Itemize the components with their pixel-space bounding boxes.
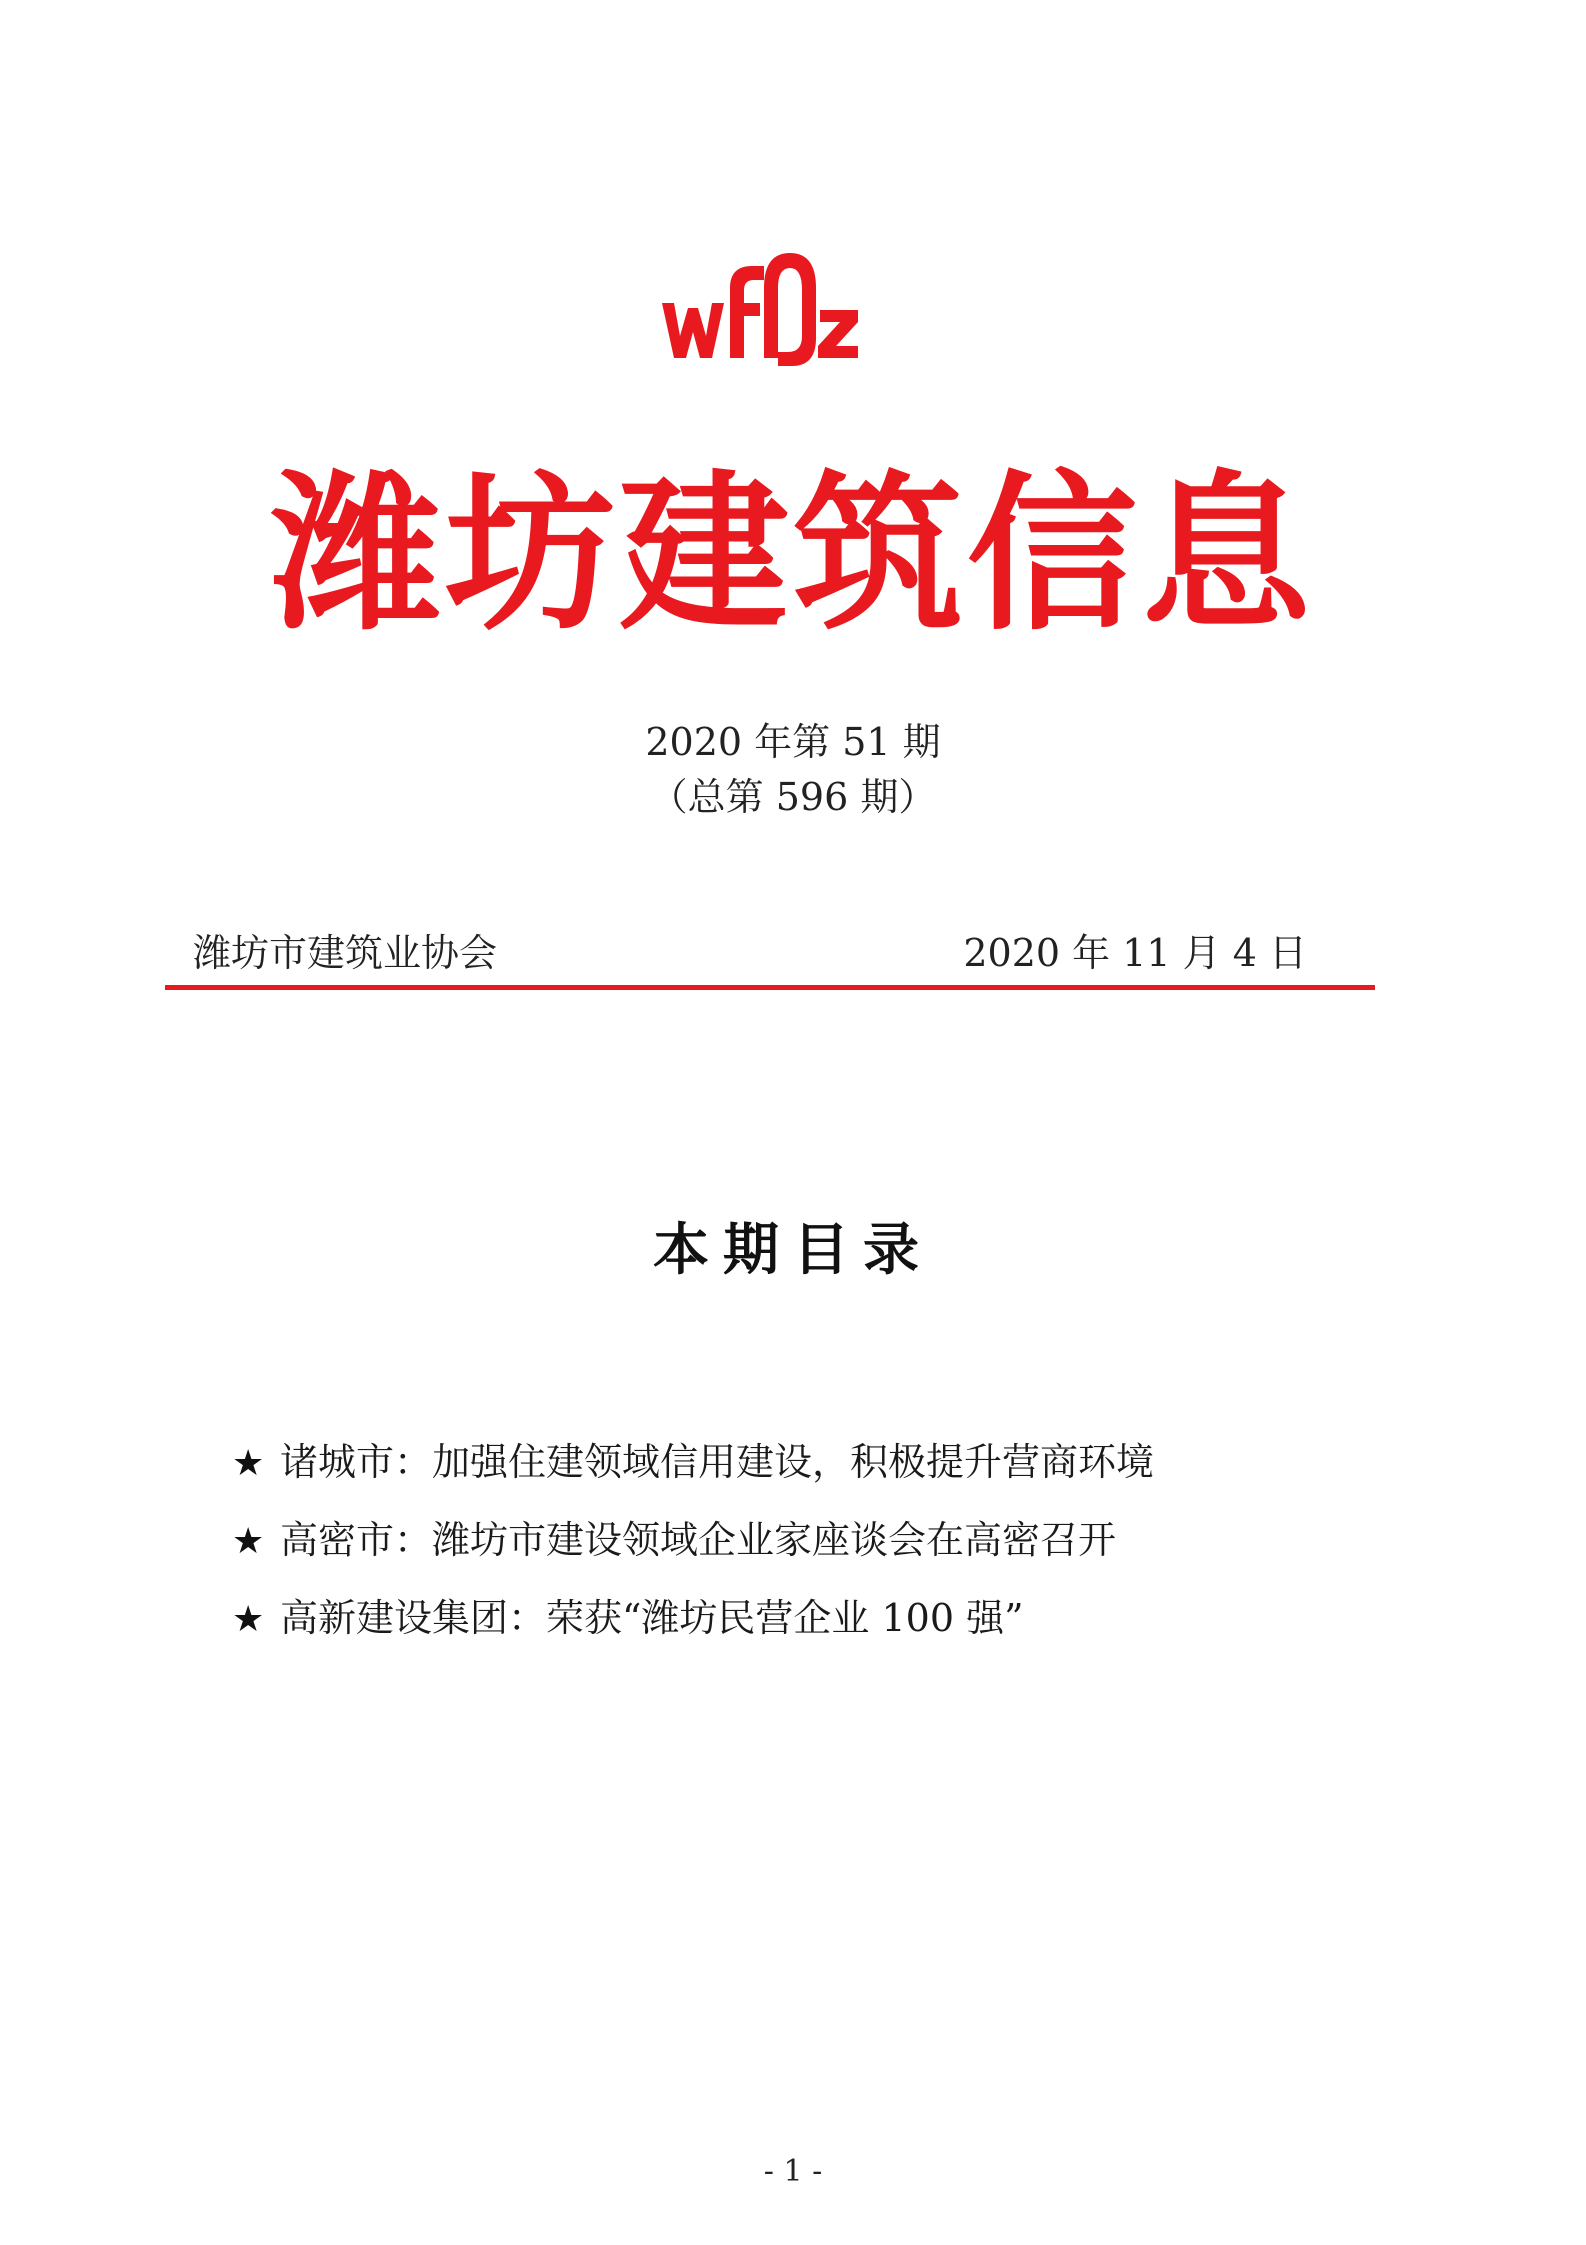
red-divider <box>165 985 1375 990</box>
toc-item-text: 高新建设集团：荣获“潍坊民营企业 100 强” <box>280 1596 1024 1640</box>
star-icon: ★ <box>232 1521 265 1562</box>
toc-item-text: 高密市：潍坊市建设领域企业家座谈会在高密召开 <box>280 1518 1117 1562</box>
publisher-name: 潍坊市建筑业协会 <box>193 931 498 975</box>
total-issue-number: （总第 596 期） <box>649 775 937 819</box>
toc-item[interactable] <box>232 1516 1382 1564</box>
page-number: - 1 - <box>763 2154 823 2189</box>
star-icon: ★ <box>232 1443 265 1484</box>
toc-item[interactable] <box>232 1438 1382 1486</box>
publisher-row <box>165 928 1375 978</box>
star-icon: ★ <box>232 1599 265 1640</box>
toc-title: 本期目录 <box>653 1217 933 1283</box>
wfjz-logo <box>660 248 860 378</box>
publication-date: 2020 年 11 月 4 日 <box>963 931 1307 975</box>
issue-number: 2020 年第 51 期 <box>645 720 941 764</box>
toc-item-text: 诸城市：加强住建领域信用建设，积极提升营商环境 <box>280 1440 1155 1484</box>
toc-list <box>232 1438 1382 1672</box>
masthead-title: 潍坊建筑信息 <box>270 456 1315 654</box>
toc-item[interactable] <box>232 1594 1382 1642</box>
